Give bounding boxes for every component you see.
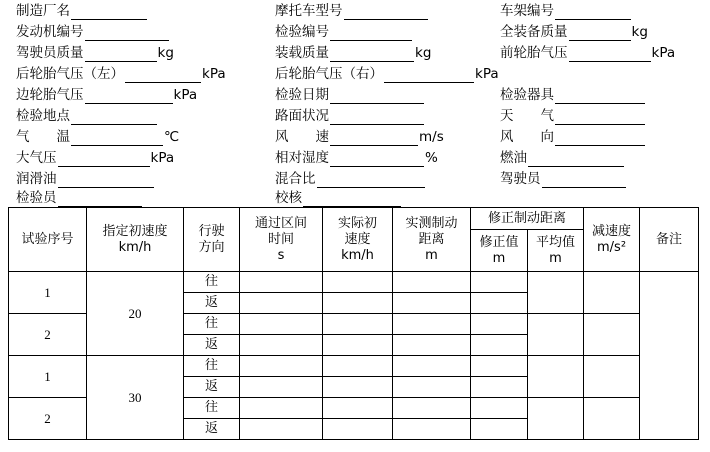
engine-no-input[interactable] [85, 25, 169, 41]
deceleration-cell[interactable] [584, 314, 640, 356]
direction-cell: 往 [184, 272, 240, 293]
deceleration-cell[interactable] [584, 272, 640, 314]
interval-time-cell[interactable] [240, 419, 323, 440]
instrument-input[interactable] [555, 88, 645, 104]
instrument-label: 检验器具 [500, 87, 554, 103]
road-input[interactable] [330, 109, 424, 125]
frame-no-input[interactable] [555, 4, 631, 20]
front-tire-field [500, 44, 675, 62]
checker-label: 校核 [275, 190, 302, 206]
frame-no-field [500, 2, 632, 20]
weather-field [500, 107, 646, 125]
interval-time-cell[interactable] [240, 314, 323, 335]
test-no-label: 检验编号 [275, 24, 329, 40]
corrected-value-cell[interactable] [471, 293, 528, 314]
actual-speed-cell[interactable] [323, 272, 393, 293]
lube-label: 润滑油 [16, 171, 57, 187]
humidity-label: 相对湿度 [275, 150, 329, 166]
wind-speed-label: 风 速 [275, 129, 329, 145]
load-mass-unit: kg [415, 45, 432, 61]
corrected-value-cell[interactable] [471, 377, 528, 398]
rear-left-tire-unit: kPa [202, 66, 226, 82]
measured-distance-header: 实测制动距离 m [393, 208, 471, 272]
actual-speed-cell[interactable] [323, 335, 393, 356]
driver-mass-input[interactable] [85, 46, 157, 62]
temperature-field [16, 128, 179, 146]
checker-field [275, 189, 402, 207]
road-label: 路面状况 [275, 108, 329, 124]
model-label: 摩托车型号 [275, 3, 343, 19]
model-input[interactable] [344, 4, 428, 20]
temperature-label: 气 温 [16, 129, 70, 145]
test-date-field [275, 86, 425, 104]
pressure-field [16, 149, 174, 167]
rear-right-tire-unit: kPa [475, 66, 499, 82]
deceleration-cell[interactable] [584, 356, 640, 398]
rear-right-tire-input[interactable] [384, 67, 474, 83]
front-tire-label: 前轮胎气压 [500, 45, 568, 61]
test-date-label: 检验日期 [275, 87, 329, 103]
direction-cell: 返 [184, 335, 240, 356]
direction-header: 行驶方向 [184, 208, 240, 272]
fuel-input[interactable] [528, 151, 624, 167]
measured-distance-cell[interactable] [393, 377, 471, 398]
deceleration-header: 减速度 m/s² [584, 208, 640, 272]
wind-direction-input[interactable] [555, 130, 645, 146]
weather-label: 天 气 [500, 108, 554, 124]
corrected-value-cell[interactable] [471, 335, 528, 356]
corrected-value-cell[interactable] [471, 314, 528, 335]
measured-distance-cell[interactable] [393, 398, 471, 419]
corrected-value-cell[interactable] [471, 419, 528, 440]
location-field [16, 107, 158, 125]
wind-speed-field [275, 128, 444, 146]
rear-left-tire-input[interactable] [125, 67, 201, 83]
load-mass-input[interactable] [330, 46, 414, 62]
pressure-label: 大气压 [16, 150, 57, 166]
direction-cell: 往 [184, 356, 240, 377]
driver-label: 驾驶员 [500, 171, 541, 187]
wind-speed-input[interactable] [330, 130, 418, 146]
average-cell[interactable] [528, 272, 584, 314]
front-tire-input[interactable] [569, 46, 651, 62]
pressure-unit: kPa [150, 150, 175, 166]
wind-direction-label: 风 向 [500, 129, 554, 145]
average-cell[interactable] [528, 314, 584, 356]
temperature-input[interactable] [71, 130, 163, 146]
actual-speed-cell[interactable] [323, 356, 393, 377]
location-label: 检验地点 [16, 108, 70, 124]
interval-time-cell[interactable] [240, 377, 323, 398]
remark-cell[interactable] [640, 272, 699, 440]
average-header: 平均值 m [528, 230, 584, 272]
corrected-value-cell[interactable] [471, 272, 528, 293]
corrected-value-cell[interactable] [471, 398, 528, 419]
speed-header: 指定初速度 km/h [87, 208, 184, 272]
interval-time-cell[interactable] [240, 293, 323, 314]
table-header-row [9, 208, 699, 230]
full-mass-unit: kg [631, 24, 648, 40]
measured-distance-cell[interactable] [393, 293, 471, 314]
driver-mass-unit: kg [157, 45, 174, 61]
rear-right-tire-label: 后轮胎气压（右） [275, 66, 383, 82]
mix-ratio-label: 混合比 [275, 171, 316, 187]
corrected-value-header: 修正值 m [471, 230, 528, 272]
direction-cell: 往 [184, 314, 240, 335]
driver-mass-label: 驾驶员质量 [16, 45, 84, 61]
direction-cell: 返 [184, 419, 240, 440]
corrected-value-cell[interactable] [471, 356, 528, 377]
interval-time-header: 通过区间时间 s [240, 208, 323, 272]
table-row [9, 272, 699, 293]
humidity-input[interactable] [330, 151, 424, 167]
average-cell[interactable] [528, 398, 584, 440]
actual-speed-cell[interactable] [323, 377, 393, 398]
side-tire-input[interactable] [85, 88, 173, 104]
actual-speed-header: 实际初速度 km/h [323, 208, 393, 272]
full-mass-label: 全装备质量 [500, 24, 568, 40]
engine-no-label: 发动机编号 [16, 24, 84, 40]
side-tire-label: 边轮胎气压 [16, 87, 84, 103]
manufacturer-field [16, 2, 148, 20]
inspector-input[interactable] [58, 191, 142, 207]
load-mass-field [275, 44, 431, 62]
side-tire-unit: kPa [173, 87, 198, 103]
rear-right-tire-field [275, 65, 499, 83]
deceleration-cell[interactable] [584, 398, 640, 440]
instrument-field [500, 86, 646, 104]
humidity-unit: % [425, 150, 438, 166]
front-tire-unit: kPa [651, 45, 676, 61]
direction-cell: 返 [184, 293, 240, 314]
direction-cell: 返 [184, 377, 240, 398]
pressure-input[interactable] [58, 151, 150, 167]
average-cell[interactable] [528, 356, 584, 398]
measured-distance-cell[interactable] [393, 356, 471, 377]
rear-left-tire-label: 后轮胎气压（左） [16, 66, 124, 82]
rear-left-tire-field [16, 65, 226, 83]
actual-speed-cell[interactable] [323, 314, 393, 335]
full-mass-field [500, 23, 648, 41]
load-mass-label: 装载质量 [275, 45, 329, 61]
lube-input[interactable] [58, 172, 154, 188]
manufacturer-input[interactable] [71, 4, 147, 20]
checker-input[interactable] [303, 191, 401, 207]
measured-distance-cell[interactable] [393, 419, 471, 440]
trial-seq-cell: 2 [9, 398, 87, 440]
measured-distance-cell[interactable] [393, 272, 471, 293]
driver-input[interactable] [542, 172, 626, 188]
corrected-distance-group-header: 修正制动距离 [471, 208, 584, 230]
model-field [275, 2, 429, 20]
location-input[interactable] [71, 109, 157, 125]
actual-speed-cell[interactable] [323, 293, 393, 314]
table-row [9, 356, 699, 377]
test-no-input[interactable] [330, 25, 412, 41]
interval-time-cell[interactable] [240, 356, 323, 377]
trial-seq-cell: 1 [9, 272, 87, 314]
inspector-label: 检验员 [16, 190, 57, 206]
temperature-unit: ℃ [164, 129, 180, 145]
trial-seq-cell: 2 [9, 314, 87, 356]
actual-speed-cell[interactable] [323, 419, 393, 440]
remark-header: 备注 [640, 208, 699, 272]
interval-time-cell[interactable] [240, 335, 323, 356]
lube-field [16, 170, 155, 188]
interval-time-cell[interactable] [240, 398, 323, 419]
interval-time-cell[interactable] [240, 272, 323, 293]
manufacturer-label: 制造厂名 [16, 3, 70, 19]
measured-distance-cell[interactable] [393, 335, 471, 356]
header-form [0, 0, 710, 208]
fuel-field [500, 149, 625, 167]
trial-seq-cell: 1 [9, 356, 87, 398]
direction-cell: 往 [184, 398, 240, 419]
mix-ratio-input[interactable] [317, 172, 425, 188]
specified-speed-cell: 30 [87, 356, 184, 440]
test-date-input[interactable] [330, 88, 424, 104]
weather-input[interactable] [555, 109, 645, 125]
specified-speed-cell: 20 [87, 272, 184, 356]
actual-speed-cell[interactable] [323, 398, 393, 419]
test-no-field [275, 23, 413, 41]
wind-speed-unit: m/s [419, 129, 444, 145]
mix-ratio-field [275, 170, 426, 188]
wind-direction-field [500, 128, 646, 146]
full-mass-input[interactable] [569, 25, 631, 41]
brake-test-table [8, 207, 699, 440]
road-field [275, 107, 425, 125]
side-tire-field [16, 86, 197, 104]
measured-distance-cell[interactable] [393, 314, 471, 335]
fuel-label: 燃油 [500, 150, 527, 166]
seq-header: 试验序号 [9, 208, 87, 272]
humidity-field [275, 149, 438, 167]
driver-mass-field [16, 44, 174, 62]
frame-no-label: 车架编号 [500, 3, 554, 19]
driver-field [500, 170, 627, 188]
inspector-field [16, 189, 143, 207]
engine-no-field [16, 23, 170, 41]
